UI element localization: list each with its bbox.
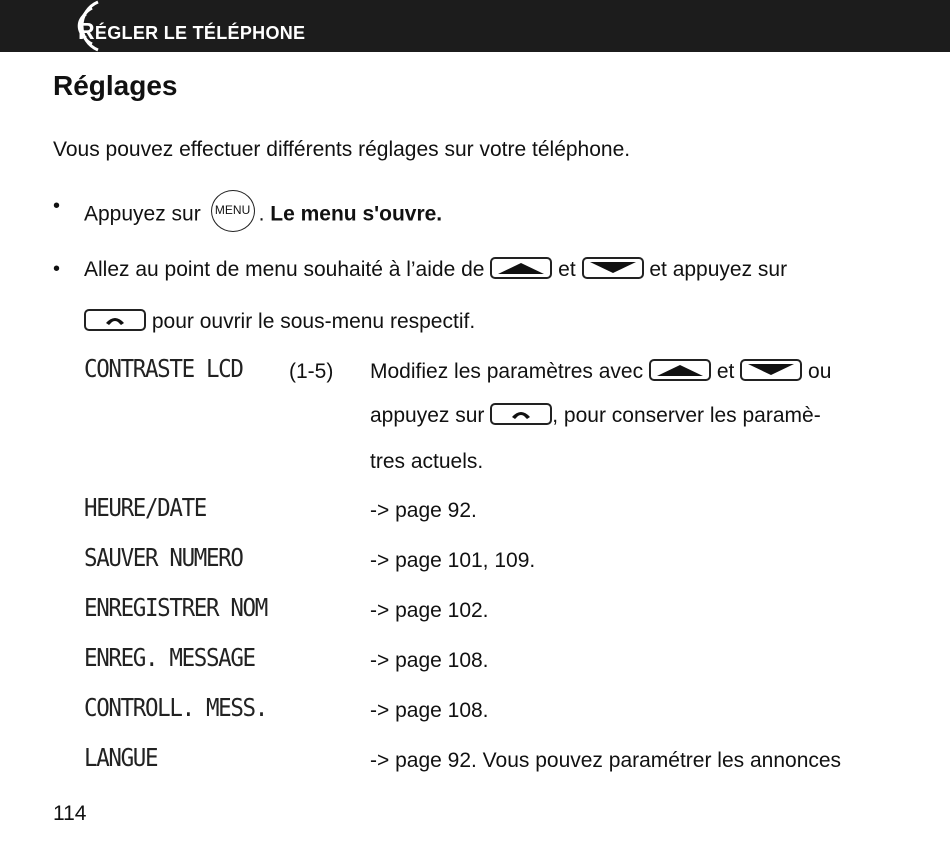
bullet-navigate-line2: pour ouvrir le sous-menu respectif. xyxy=(84,309,475,335)
contrast-desc-line2: appuyez sur , pour conserver les paramè- xyxy=(370,404,821,427)
arrow-up-key-icon xyxy=(649,359,711,381)
lcd-item-check-message: CONTROLL. MESS. xyxy=(84,693,267,722)
lcd-item-language: LANGUE xyxy=(84,743,158,772)
contrast-desc-line1: Modifiez les paramètres avec et ou xyxy=(370,360,832,383)
save-name-ref: -> page 102. xyxy=(370,599,489,622)
page-number: 114 xyxy=(53,802,87,825)
intro-text: Vous pouvez effectuer différents réglages sur votre téléphone. xyxy=(53,138,631,161)
bullet-menu-line: Appuyez sur MENU . Le menu s'ouvre. xyxy=(84,194,442,236)
lcd-item-contrast: CONTRASTE LCD xyxy=(84,354,243,383)
save-number-ref: -> page 101, 109. xyxy=(370,549,536,572)
bullet-dot: • xyxy=(53,258,61,280)
arrow-up-key-icon xyxy=(490,257,552,279)
lcd-item-time-date: HEURE/DATE xyxy=(84,493,206,522)
language-ref: -> page 92. Vous pouvez paramétrer les annonces xyxy=(370,749,842,772)
arrow-down-key-icon xyxy=(582,257,644,279)
menu-key-icon: MENU xyxy=(211,190,255,232)
arrow-down-key-icon xyxy=(740,359,802,381)
section-heading: Réglages xyxy=(53,70,178,101)
check-message-ref: -> page 108. xyxy=(370,699,489,722)
phone-key-icon xyxy=(84,309,146,331)
lcd-item-record-message: ENREG. MESSAGE xyxy=(84,643,255,672)
chapter-title: RÉGLER LE TÉLÉPHONE xyxy=(78,18,306,44)
time-date-ref: -> page 92. xyxy=(370,499,477,522)
header-bar xyxy=(0,0,950,52)
bullet-dot: • xyxy=(53,195,61,217)
phone-key-icon xyxy=(490,403,552,425)
menu-opens-text: Le menu s'ouvre. xyxy=(270,202,443,226)
contrast-range: (1-5) xyxy=(289,360,334,383)
record-message-ref: -> page 108. xyxy=(370,649,489,672)
contrast-desc-line3: tres actuels. xyxy=(370,450,484,473)
lcd-item-save-name: ENREGISTRER NOM xyxy=(84,593,267,622)
lcd-item-save-number: SAUVER NUMERO xyxy=(84,543,243,572)
bullet-navigate-line: Allez au point de menu souhaité à l’aide de et et appuyez sur xyxy=(84,258,788,281)
